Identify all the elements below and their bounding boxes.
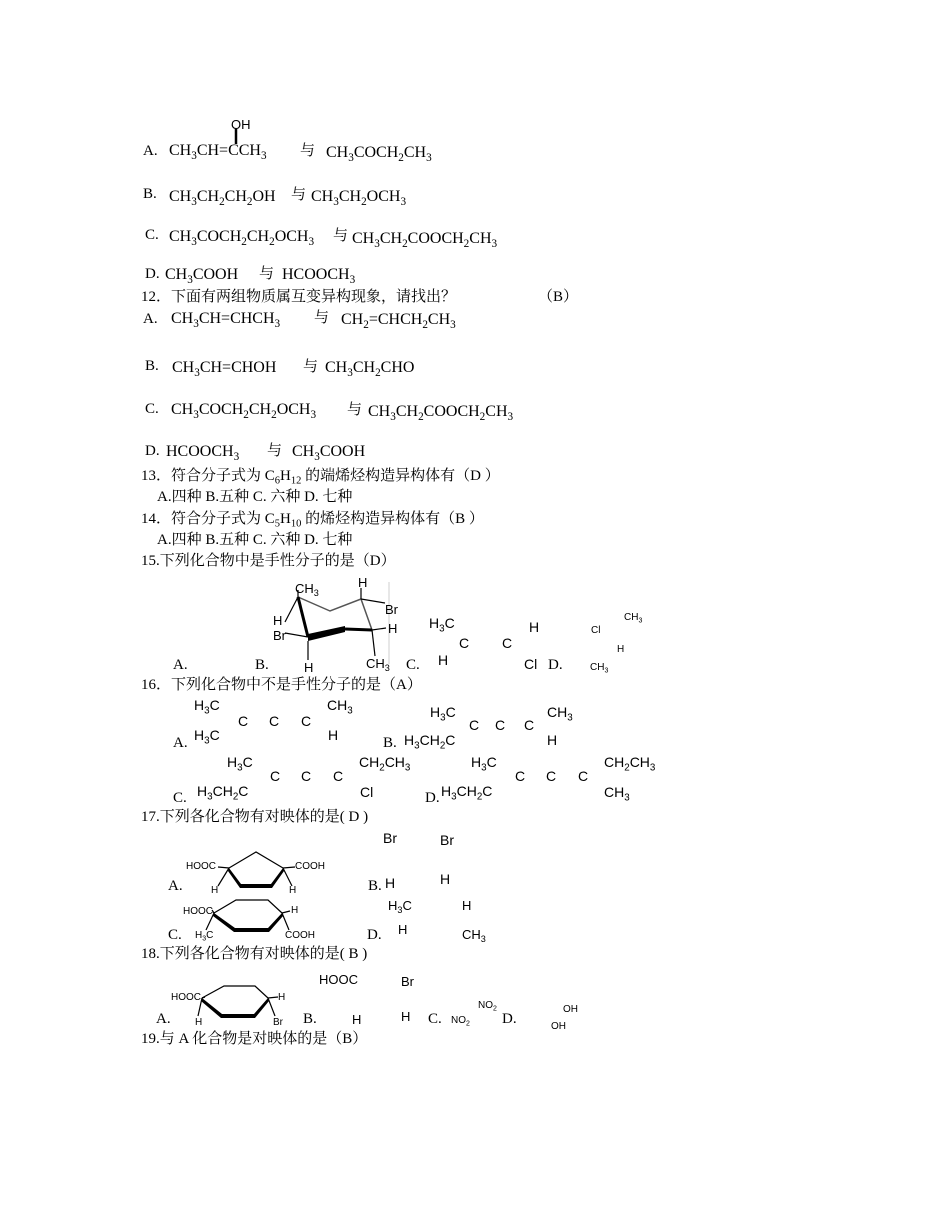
- q16-b-methyl: $CH_3$: [547, 704, 573, 724]
- q18-b-br: Br: [401, 974, 414, 989]
- q16-option-d-label: D.: [425, 790, 440, 806]
- q12-option-b-with: 与: [303, 359, 319, 375]
- q17-option-a-label: A.: [168, 878, 183, 894]
- q17-option-b-label: B.: [368, 878, 382, 894]
- q15-chair-br-right: Br: [385, 602, 398, 617]
- q11-option-d-label: D.: [145, 266, 160, 282]
- q17-option-c-label: C.: [168, 927, 182, 943]
- q11-option-b-with: 与: [291, 187, 307, 203]
- q16-a-h3c-bottom: $H_3C$: [194, 727, 220, 747]
- q18-b-h-right: H: [401, 1009, 411, 1024]
- q11-option-a-label: A.: [143, 143, 158, 159]
- q15-option-b-label: B.: [255, 657, 269, 673]
- q15-c-carbon-2: C: [502, 635, 513, 651]
- q12-option-c-with: 与: [347, 402, 363, 418]
- q16-a-carbon-3: C: [301, 713, 312, 729]
- q16-option-c-label: C.: [173, 790, 187, 806]
- q17-stem: 17.下列各化合物有对映体的是( D ): [141, 809, 369, 825]
- q18-c-nitro-bottom: $NO_2$: [451, 1015, 470, 1028]
- q11-option-d-left-formula: $CH_3COOH$: [165, 266, 239, 286]
- q17-option-d-label: D.: [367, 927, 382, 943]
- q18-a-hooc: HOOC: [171, 992, 201, 1003]
- q12-answer: （B）: [538, 289, 579, 305]
- q11-option-c-with: 与: [333, 228, 349, 244]
- q11-option-c-label: C.: [145, 227, 159, 243]
- q16-c-carbon-3: C: [333, 768, 344, 784]
- q15-d-methyl-top: $CH_3$: [624, 612, 643, 625]
- q15-d-methyl-bottom: $CH_3$: [590, 662, 609, 675]
- q16-stem: 16．下列化合物中不是手性分子的是（A）: [141, 677, 422, 693]
- q14-options: A.四种 B.五种 C. 六种 D. 七种: [157, 532, 353, 548]
- q12-option-d-label: D.: [145, 443, 160, 459]
- q12-option-d-with: 与: [267, 443, 283, 459]
- q11-option-a-left-formula: $CH_3CH=CCH_3$: [169, 142, 267, 162]
- q12-option-b-label: B.: [145, 358, 159, 374]
- q18-d-oh-top: OH: [563, 1004, 578, 1015]
- q15-chair-h-left: H: [273, 613, 283, 628]
- q15-c-h-top: H: [529, 619, 540, 635]
- q12-option-b-left-formula: $CH_3CH=CHOH$: [172, 359, 277, 379]
- q17-b-br-right: Br: [440, 832, 454, 848]
- q18-a-h-right: H: [278, 992, 286, 1003]
- q14-stem: 14．符合分子式为 $C_5H_{10}$ 的烯烃构造异构体有（B ）: [141, 511, 484, 530]
- q18-option-c-label: C.: [428, 1011, 442, 1027]
- q16-c-ethyl-top: $CH_2CH_3$: [359, 754, 411, 774]
- q16-option-b-label: B.: [383, 735, 397, 751]
- q16-b-h3c: $H_3C$: [430, 704, 456, 724]
- q16-c-ethyl-bottom: $H_3CH_2C$: [197, 783, 249, 803]
- oh-label: OH: [231, 117, 251, 132]
- q16-b-carbon-3: C: [524, 717, 535, 733]
- q18-a-h-left: H: [195, 1017, 203, 1028]
- q19-stem: 19.与 A 化合物是对映体的是（B）: [141, 1031, 368, 1047]
- q17-c-cooh: COOH: [285, 930, 315, 941]
- q17-a-h-right: H: [289, 885, 297, 896]
- q17-a-hooc: HOOC: [186, 861, 216, 872]
- q16-b-h: H: [547, 732, 558, 748]
- q17-a-cooh: COOH: [295, 861, 325, 872]
- q17-c-h-right: H: [291, 905, 299, 916]
- q12-option-a-left-formula: $CH_3CH=CHCH_3$: [171, 310, 281, 330]
- q11-option-b-right-formula: $CH_3CH_2OCH_3$: [311, 188, 407, 208]
- q16-c-carbon-1: C: [270, 768, 281, 784]
- q12-option-b-right-formula: $CH_3CH_2CHO$: [325, 359, 415, 379]
- q12-option-a-with: 与: [314, 310, 330, 326]
- q18-a-cyclohexane-structure: [0, 0, 1, 1]
- q16-b-ethyl: $H_3CH_2C$: [404, 732, 456, 752]
- q11-option-b-label: B.: [143, 186, 157, 202]
- q15-d-cl: Cl: [591, 625, 601, 636]
- q18-stem: 18.下列各化合物有对映体的是( B ): [141, 946, 368, 962]
- q15-c-carbon-1: C: [459, 635, 470, 651]
- q18-option-b-label: B.: [303, 1011, 317, 1027]
- q18-option-d-label: D.: [502, 1011, 517, 1027]
- q16-b-carbon-1: C: [469, 717, 480, 733]
- q12-option-c-right-formula: $CH_3CH_2COOCH_2CH_3$: [368, 403, 514, 423]
- q17-c-h3c: $H_3C$: [195, 930, 214, 943]
- q11-option-b-left-formula: $CH_3CH_2CH_2OH$: [169, 188, 276, 208]
- q15-c-cl: Cl: [524, 656, 538, 672]
- q16-a-h3c-top: $H_3C$: [194, 697, 220, 717]
- q18-c-nitro-top: $NO_2$: [478, 1000, 497, 1013]
- q12-option-d-right-formula: $CH_3COOH$: [292, 443, 366, 463]
- q17-c-hooc: HOOC: [183, 906, 213, 917]
- q16-c-cl: Cl: [360, 784, 374, 800]
- q16-d-carbon-3: C: [578, 768, 589, 784]
- q15-chair-h-bottom: H: [304, 660, 314, 675]
- q15-d-h: H: [617, 644, 625, 655]
- q13-options: A.四种 B.五种 C. 六种 D. 七种: [157, 489, 353, 505]
- q15-option-a-label: A.: [173, 657, 188, 673]
- q16-d-carbon-2: C: [546, 768, 557, 784]
- q11-option-d-with: 与: [259, 266, 275, 282]
- q16-a-carbon-1: C: [238, 713, 249, 729]
- q16-a-methyl: $CH_3$: [327, 697, 353, 717]
- q17-d-methyl: $CH_3$: [462, 927, 486, 945]
- q15-option-c-label: C.: [406, 657, 420, 673]
- q17-b-h-left: H: [385, 875, 396, 891]
- q16-d-methyl: $CH_3$: [604, 784, 630, 804]
- q15-option-d-label: D.: [548, 657, 563, 673]
- q16-d-ethyl-top: $CH_2CH_3$: [604, 754, 656, 774]
- q17-b-h-right: H: [440, 871, 451, 887]
- q16-option-a-label: A.: [173, 735, 188, 751]
- q18-b-h-left: H: [352, 1012, 362, 1027]
- q15-chair-br-left: Br: [273, 628, 286, 643]
- q11-option-c-right-formula: $CH_3CH_2COOCH_2CH_3$: [352, 230, 498, 250]
- q12-option-c-label: C.: [145, 401, 159, 417]
- q12-option-a-label: A.: [143, 311, 158, 327]
- q11-option-c-left-formula: $CH_3COCH_2CH_2OCH_3$: [169, 228, 315, 248]
- q17-d-h3c: $H_3C$: [388, 898, 412, 916]
- q18-b-hooc: HOOC: [319, 972, 358, 987]
- q16-a-carbon-2: C: [269, 713, 280, 729]
- q15-stem: 15.下列化合物中是手性分子的是（D）: [141, 553, 396, 569]
- q15-c-h-bottom: H: [438, 652, 449, 668]
- q17-a-h-left: H: [211, 885, 219, 896]
- q16-d-h3c: $H_3C$: [471, 754, 497, 774]
- q13-stem: 13．符合分子式为 $C_6H_{12}$ 的端烯烃构造异构体有（D ）: [141, 468, 500, 487]
- q15-chair-h-right: H: [388, 621, 398, 636]
- q16-d-ethyl-bottom: $H_3CH_2C$: [441, 783, 493, 803]
- q15-c-h3c: $H_3C$: [429, 615, 455, 635]
- q16-c-carbon-2: C: [301, 768, 312, 784]
- q16-b-carbon-2: C: [495, 717, 506, 733]
- q11-option-a-with: 与: [300, 143, 316, 159]
- q15-chair-methyl-bottom: $CH_3$: [366, 656, 390, 674]
- q17-b-br-left: Br: [383, 830, 397, 846]
- q16-d-carbon-1: C: [515, 768, 526, 784]
- q18-option-a-label: A.: [156, 1011, 171, 1027]
- q12-option-a-right-formula: $CH_2=CHCH_2CH_3$: [341, 311, 456, 331]
- q16-c-h3c: $H_3C$: [227, 754, 253, 774]
- q18-a-br: Br: [273, 1017, 283, 1028]
- q18-d-oh-bottom: OH: [551, 1021, 566, 1032]
- q11-option-d-right-formula: $HCOOCH_3$: [282, 266, 356, 286]
- q17-d-h-top: H: [462, 898, 472, 913]
- q15-chair-h-top: H: [358, 575, 368, 590]
- q15-chair-methyl-top: $CH_3$: [295, 581, 319, 599]
- q12-option-d-left-formula: $HCOOCH_3$: [166, 443, 240, 463]
- q11-option-a-right-formula: $CH_3COCH_2CH_3$: [326, 144, 432, 164]
- q16-a-h: H: [328, 727, 339, 743]
- q12-option-c-left-formula: $CH_3COCH_2CH_2OCH_3$: [171, 401, 317, 421]
- q12-stem: 12．下面有两组物质属互变异构现象，请找出？: [141, 289, 457, 305]
- q17-d-h-bottom: H: [398, 922, 408, 937]
